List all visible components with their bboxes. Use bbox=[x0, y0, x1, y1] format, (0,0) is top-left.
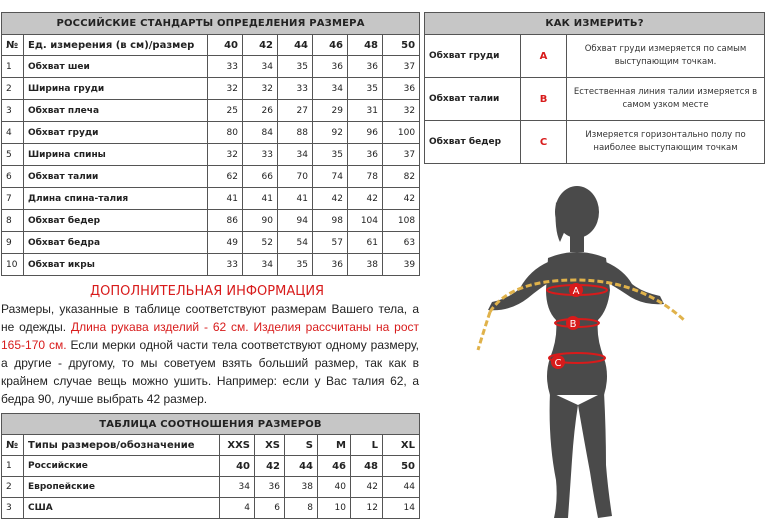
row-no: 6 bbox=[2, 166, 24, 188]
tape-measure-end bbox=[478, 312, 490, 350]
size-header: 42 bbox=[243, 35, 278, 56]
row-no: 1 bbox=[2, 56, 24, 78]
cell: 12 bbox=[351, 498, 383, 519]
row-no: 10 bbox=[2, 254, 24, 276]
table-row bbox=[2, 232, 420, 254]
cell: 40 bbox=[220, 456, 255, 477]
measure-letter: C bbox=[521, 121, 567, 164]
cell: 78 bbox=[348, 166, 383, 188]
row-label: Обхват груди bbox=[24, 122, 208, 144]
cell: 80 bbox=[208, 122, 243, 144]
table-row bbox=[2, 166, 420, 188]
size-header: 50 bbox=[383, 35, 420, 56]
size-header: XXS bbox=[220, 435, 255, 456]
cell: 88 bbox=[278, 122, 313, 144]
row-no: 2 bbox=[2, 78, 24, 100]
row-label: Обхват бедра bbox=[24, 232, 208, 254]
cell: 82 bbox=[383, 166, 420, 188]
row-no: 5 bbox=[2, 144, 24, 166]
cell: 48 bbox=[351, 456, 383, 477]
cell: 42 bbox=[255, 456, 285, 477]
header-no: № bbox=[2, 435, 24, 456]
cell: 41 bbox=[243, 188, 278, 210]
row-no: 9 bbox=[2, 232, 24, 254]
cell: 42 bbox=[348, 188, 383, 210]
cell: 41 bbox=[208, 188, 243, 210]
table-row bbox=[2, 254, 420, 276]
row-label: Ширина спины bbox=[24, 144, 208, 166]
cell: 50 bbox=[383, 456, 420, 477]
table-row bbox=[2, 498, 420, 519]
measure-desc: Обхват груди измеряется по самым выступающим точкам. bbox=[567, 35, 765, 78]
cell: 31 bbox=[348, 100, 383, 122]
cell: 33 bbox=[208, 254, 243, 276]
cell: 70 bbox=[278, 166, 313, 188]
row-label: Российские bbox=[24, 456, 220, 477]
cell: 34 bbox=[313, 78, 348, 100]
header-label: Ед. измерения (в см)/размер bbox=[24, 35, 208, 56]
row-no: 2 bbox=[2, 477, 24, 498]
cell: 32 bbox=[208, 78, 243, 100]
how-to-title: КАК ИЗМЕРИТЬ? bbox=[425, 13, 765, 35]
row-label: Обхват плеча bbox=[24, 100, 208, 122]
cell: 44 bbox=[285, 456, 318, 477]
measure-letter: A bbox=[521, 35, 567, 78]
table-row bbox=[2, 188, 420, 210]
size-header: L bbox=[351, 435, 383, 456]
cell: 40 bbox=[318, 477, 351, 498]
measure-label: Обхват бедер bbox=[425, 121, 521, 164]
cell: 39 bbox=[383, 254, 420, 276]
cell: 57 bbox=[313, 232, 348, 254]
size-header: S bbox=[285, 435, 318, 456]
cell: 42 bbox=[351, 477, 383, 498]
cell: 37 bbox=[383, 56, 420, 78]
table-row bbox=[2, 144, 420, 166]
cell: 49 bbox=[208, 232, 243, 254]
measure-row bbox=[425, 78, 765, 121]
measure-desc: Естественная линия талии измеряется в самом узком месте bbox=[567, 78, 765, 121]
cell: 35 bbox=[278, 254, 313, 276]
measure-label: Обхват груди bbox=[425, 35, 521, 78]
size-header: 48 bbox=[348, 35, 383, 56]
how-to-measure-table bbox=[424, 12, 765, 164]
cell: 36 bbox=[313, 56, 348, 78]
cell: 10 bbox=[318, 498, 351, 519]
row-label: Европейские bbox=[24, 477, 220, 498]
cell: 36 bbox=[383, 78, 420, 100]
cell: 66 bbox=[243, 166, 278, 188]
measure-letter: B bbox=[521, 78, 567, 121]
cell: 34 bbox=[243, 56, 278, 78]
row-label: США bbox=[24, 498, 220, 519]
cell: 34 bbox=[243, 254, 278, 276]
cell: 63 bbox=[383, 232, 420, 254]
cell: 90 bbox=[243, 210, 278, 232]
cell: 34 bbox=[278, 144, 313, 166]
silhouette bbox=[488, 186, 664, 518]
cell: 44 bbox=[383, 477, 420, 498]
cell: 46 bbox=[318, 456, 351, 477]
cell: 36 bbox=[348, 144, 383, 166]
row-no: 7 bbox=[2, 188, 24, 210]
cell: 100 bbox=[383, 122, 420, 144]
cell: 33 bbox=[243, 144, 278, 166]
cell: 14 bbox=[383, 498, 420, 519]
row-no: 3 bbox=[2, 498, 24, 519]
cell: 38 bbox=[348, 254, 383, 276]
row-label: Обхват талии bbox=[24, 166, 208, 188]
table-row bbox=[2, 56, 420, 78]
table-row bbox=[2, 477, 420, 498]
cell: 96 bbox=[348, 122, 383, 144]
marker-c-label: C bbox=[554, 358, 562, 369]
cell: 35 bbox=[348, 78, 383, 100]
measure-row bbox=[425, 35, 765, 78]
table-row bbox=[2, 456, 420, 477]
row-label: Обхват шеи bbox=[24, 56, 208, 78]
cell: 37 bbox=[383, 144, 420, 166]
cell: 36 bbox=[313, 254, 348, 276]
cell: 32 bbox=[243, 78, 278, 100]
cell: 54 bbox=[278, 232, 313, 254]
cell: 27 bbox=[278, 100, 313, 122]
cell: 6 bbox=[255, 498, 285, 519]
cell: 94 bbox=[278, 210, 313, 232]
marker-a-label: A bbox=[572, 286, 580, 297]
table-row bbox=[2, 100, 420, 122]
info-text bbox=[1, 300, 419, 408]
cell: 25 bbox=[208, 100, 243, 122]
size-header: XL bbox=[383, 435, 420, 456]
size-standards-table bbox=[1, 12, 420, 276]
cell: 36 bbox=[348, 56, 383, 78]
header-label: Типы размеров/обозначение bbox=[24, 435, 220, 456]
cell: 61 bbox=[348, 232, 383, 254]
cell: 32 bbox=[208, 144, 243, 166]
cell: 98 bbox=[313, 210, 348, 232]
size-header: XS bbox=[255, 435, 285, 456]
cell: 36 bbox=[255, 477, 285, 498]
cell: 35 bbox=[278, 56, 313, 78]
row-label: Обхват бедер bbox=[24, 210, 208, 232]
cell: 42 bbox=[313, 188, 348, 210]
cell: 8 bbox=[285, 498, 318, 519]
cell: 52 bbox=[243, 232, 278, 254]
measure-label: Обхват талии bbox=[425, 78, 521, 121]
cell: 33 bbox=[208, 56, 243, 78]
row-label: Ширина груди bbox=[24, 78, 208, 100]
cell: 62 bbox=[208, 166, 243, 188]
table-row bbox=[2, 122, 420, 144]
measure-desc: Измеряется горизонтально полу по наиболее выступающим точкам bbox=[567, 121, 765, 164]
cell: 41 bbox=[278, 188, 313, 210]
size-header: 44 bbox=[278, 35, 313, 56]
ratio-table-title: ТАБЛИЦА СООТНОШЕНИЯ РАЗМЕРОВ bbox=[2, 414, 420, 435]
size-header: 40 bbox=[208, 35, 243, 56]
row-label: Длина спина-талия bbox=[24, 188, 208, 210]
measure-row bbox=[425, 121, 765, 164]
info-text-red: Длина рукава изделий - 62 см. Изделия рассчитаны на рост 165-170 см. bbox=[1, 320, 420, 352]
row-no: 8 bbox=[2, 210, 24, 232]
cell: 34 bbox=[220, 477, 255, 498]
size-header: 46 bbox=[313, 35, 348, 56]
cell: 29 bbox=[313, 100, 348, 122]
cell: 84 bbox=[243, 122, 278, 144]
cell: 26 bbox=[243, 100, 278, 122]
cell: 92 bbox=[313, 122, 348, 144]
cell: 42 bbox=[383, 188, 420, 210]
cell: 104 bbox=[348, 210, 383, 232]
cell: 33 bbox=[278, 78, 313, 100]
row-label: Обхват икры bbox=[24, 254, 208, 276]
row-no: 4 bbox=[2, 122, 24, 144]
info-title: ДОПОЛНИТЕЛЬНАЯ ИНФОРМАЦИЯ bbox=[90, 284, 325, 299]
cell: 38 bbox=[285, 477, 318, 498]
cell: 108 bbox=[383, 210, 420, 232]
cell: 35 bbox=[313, 144, 348, 166]
row-no: 1 bbox=[2, 456, 24, 477]
cell: 4 bbox=[220, 498, 255, 519]
table-row bbox=[2, 78, 420, 100]
row-no: 3 bbox=[2, 100, 24, 122]
info-text-1: Размеры, указанные в таблице соответствуют размерам Вашего тела, а не одежды. bbox=[1, 302, 419, 334]
size-ratio-table bbox=[1, 413, 420, 519]
table-row bbox=[2, 210, 420, 232]
cell: 86 bbox=[208, 210, 243, 232]
info-text-2: Если мерки одной части тела соответствуют одному размеру, а другие - другому, то мы советуем взять больший размер, так как в крайнем случае вещь можно ушить. Например: если у Вас талия 62, а бедра 90, лучше выбрать 42 размер. bbox=[1, 338, 419, 406]
header-no: № bbox=[2, 35, 24, 56]
size-header: M bbox=[318, 435, 351, 456]
cell: 74 bbox=[313, 166, 348, 188]
cell: 32 bbox=[383, 100, 420, 122]
body-silhouette-illustration bbox=[470, 180, 700, 525]
size-table-title: РОССИЙСКИЕ СТАНДАРТЫ ОПРЕДЕЛЕНИЯ РАЗМЕРА bbox=[2, 13, 420, 35]
marker-b-label: B bbox=[569, 319, 577, 330]
